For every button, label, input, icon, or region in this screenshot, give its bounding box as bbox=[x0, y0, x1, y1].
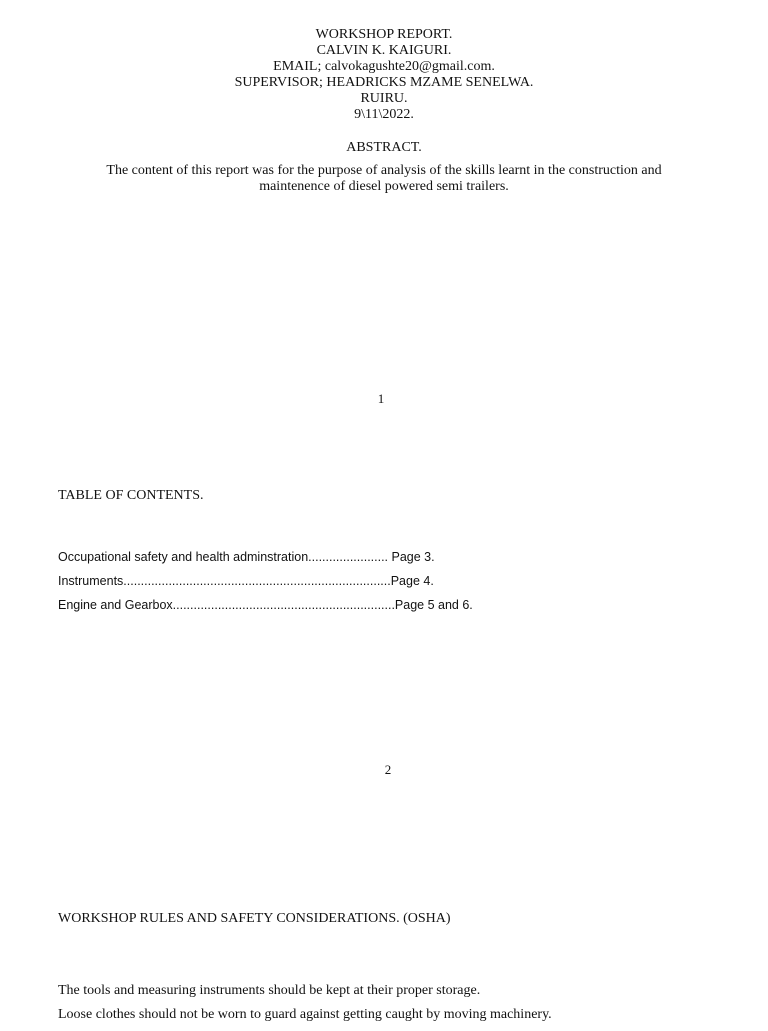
report-date: 9\11\2022. bbox=[354, 107, 414, 122]
cover-header bbox=[0, 27, 768, 123]
supervisor-name: SUPERVISOR; HEADRICKS MZAME SENELWA. bbox=[234, 75, 534, 90]
rule-item: Loose clothes should not be worn to guard against getting caught by moving machinery. bbox=[58, 1007, 552, 1022]
author-email: EMAIL; calvokagushte20@gmail.com. bbox=[273, 59, 495, 74]
toc-item-engine-gearbox: Engine and Gearbox................................................................Page 5 and 6. bbox=[58, 598, 473, 612]
page-number: 1 bbox=[377, 391, 385, 406]
rule-item: The tools and measuring instruments should be kept at their proper storage. bbox=[58, 983, 481, 998]
abstract-line: The content of this report was for the purpose of analysis of the skills learnt in the construction and bbox=[106, 163, 662, 178]
section-heading: WORKSHOP RULES AND SAFETY CONSIDERATIONS. (OSHA) bbox=[58, 911, 451, 926]
location: RUIRU. bbox=[360, 91, 408, 106]
toc-heading: TABLE OF CONTENTS. bbox=[58, 488, 204, 503]
page-number: 2 bbox=[384, 762, 392, 777]
abstract-text bbox=[90, 163, 678, 195]
report-title: WORKSHOP REPORT. bbox=[315, 27, 453, 42]
toc-item-instruments: Instruments.............................................................................Page 4. bbox=[58, 574, 434, 588]
author-name: CALVIN K. KAIGURI. bbox=[316, 43, 452, 58]
toc-item-osha: Occupational safety and health adminstration....................... Page 3. bbox=[58, 550, 435, 564]
toc-list bbox=[58, 549, 473, 621]
abstract-line: maintenence of diesel powered semi trailers. bbox=[259, 179, 509, 194]
abstract-heading: ABSTRACT. bbox=[346, 140, 422, 155]
